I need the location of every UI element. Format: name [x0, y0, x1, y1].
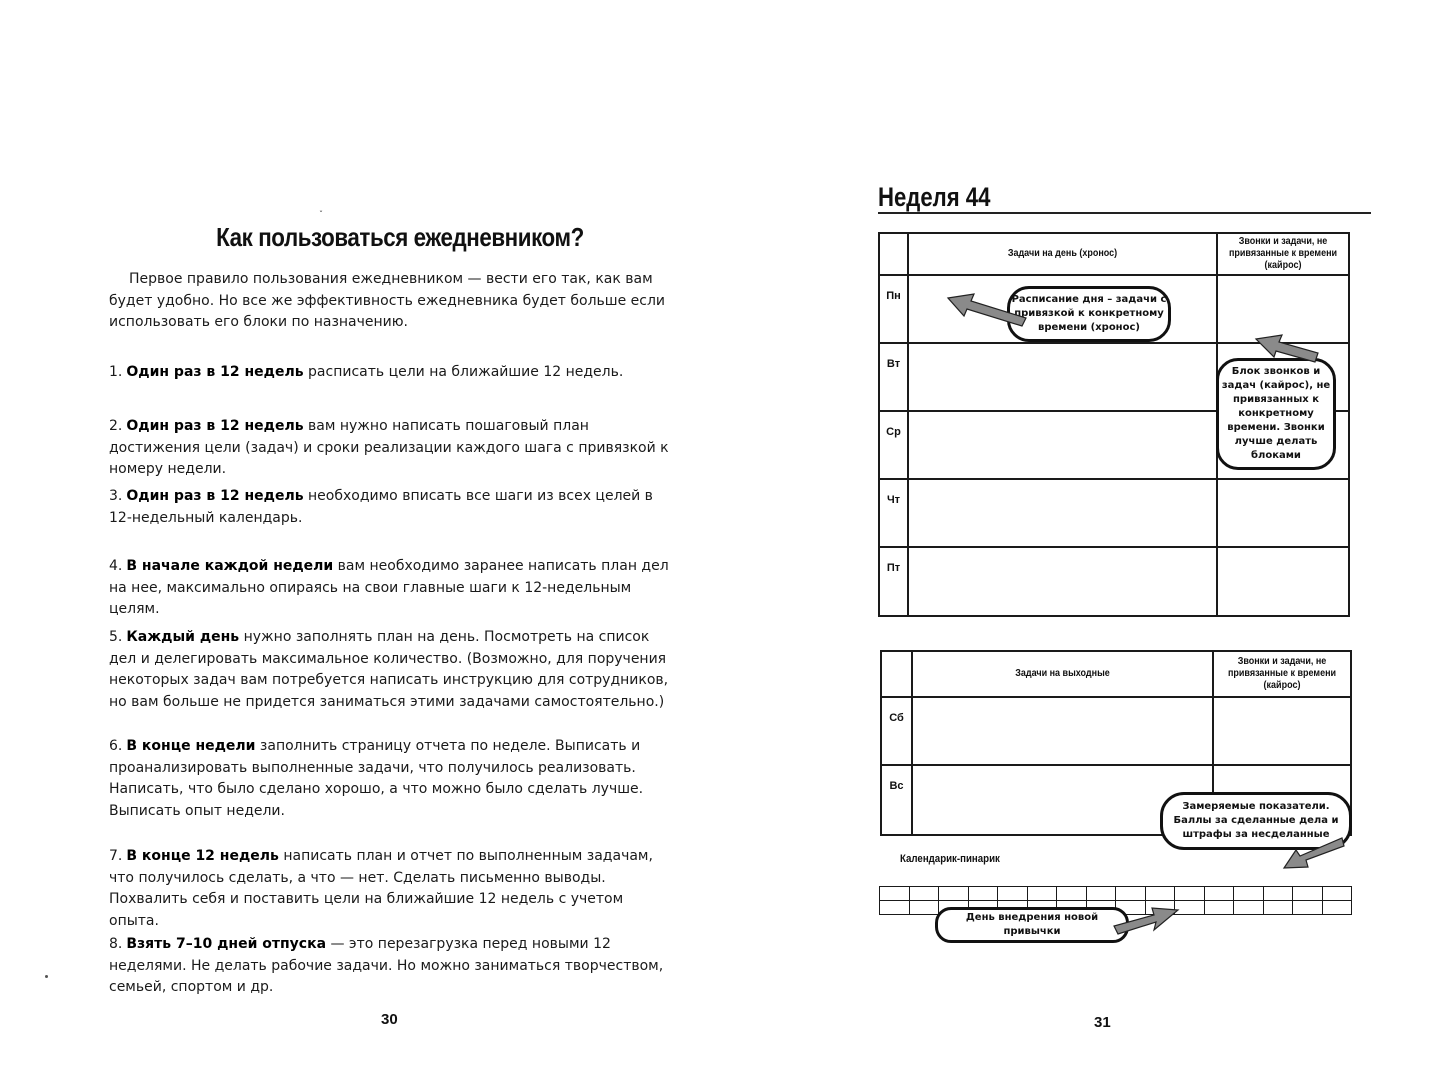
habit-cell[interactable]	[1234, 901, 1264, 915]
week-title: Неделя 44	[878, 182, 991, 212]
page-number: 30	[381, 1011, 398, 1028]
habit-cell[interactable]	[998, 887, 1028, 901]
callout-metrics: Замеряемые показатели. Баллы за сделанные дела и штрафы за несделанные	[1160, 792, 1352, 850]
column-header-calls: Звонки и задачи, не привязанные к времени (кайрос)	[1224, 233, 1343, 275]
column-header-calls: Звонки и задачи, не привязанные к времени (кайрос)	[1220, 651, 1344, 697]
arrow-left-icon	[944, 290, 1034, 330]
list-item: 3. Один раз в 12 недель необходимо вписать все шаги из всех целей в 12-недельный календарь.	[109, 488, 653, 526]
tasks-cell[interactable]	[912, 697, 1213, 765]
callout-kairos: Блок звонков и задач (кайрос), не привязанных к конкретному времени. Звонки лучше делать блоками	[1216, 358, 1336, 470]
day-label: Вт	[879, 343, 908, 411]
habit-cell[interactable]	[1263, 887, 1293, 901]
day-label: Ср	[879, 411, 908, 479]
corner-cell	[881, 651, 912, 697]
day-label: Вс	[881, 765, 912, 835]
print-mark: ˇ	[319, 210, 323, 219]
page-title: Как пользоваться ежедневником?	[216, 222, 584, 252]
right-page	[722, 0, 1444, 1080]
habit-cell[interactable]	[880, 887, 910, 901]
habit-cell[interactable]	[1234, 887, 1264, 901]
habit-cell[interactable]	[1057, 887, 1087, 901]
list-item: 4. В начале каждой недели вам необходимо заранее написать план дел на нее, максимально опираясь на свои главные шаги к 12-недельным целям.	[109, 558, 669, 617]
day-label: Пт	[879, 547, 908, 616]
calls-cell[interactable]	[1217, 479, 1349, 547]
intro-paragraph: Первое правило пользования ежедневником — вести его так, как вам будет удобно. Но все же эффективность ежедневника будет больше если использовать его блоки по назначению.	[109, 271, 666, 330]
calls-cell[interactable]	[1217, 547, 1349, 616]
day-label: Пн	[879, 275, 908, 343]
habit-cell[interactable]	[1293, 887, 1323, 901]
callout-habit: День внедрения новой привычки	[935, 907, 1129, 943]
habit-cell[interactable]	[1293, 901, 1323, 915]
list-item: 8. Взять 7–10 дней отпуска — это перезагрузка перед новыми 12 неделями. Не делать рабочие задачи. Но можно заниматься творчеством, семьей, спортом и др.	[109, 936, 664, 995]
tasks-cell[interactable]	[908, 411, 1217, 479]
habit-cell[interactable]	[939, 887, 969, 901]
list-item: 2. Один раз в 12 недель вам нужно написать пошаговый план достижения цели (задач) и сроки реализации каждого шага с привязкой к номеру недели.	[109, 418, 669, 477]
day-label: Чт	[879, 479, 908, 547]
arrow-up-right-icon	[1112, 904, 1182, 938]
habit-cell[interactable]	[1027, 887, 1057, 901]
callout-chronos: Расписание дня – задачи с привязкой к конкретному времени (хронос)	[1007, 286, 1171, 342]
habit-cell[interactable]	[880, 901, 910, 915]
tasks-cell[interactable]	[908, 479, 1217, 547]
habit-cell[interactable]	[1204, 901, 1234, 915]
list-item: 7. В конце 12 недель написать план и отчет по выполненным задачам, что получилось сделать, а что — нет. Сделать письменно выводы. Похвалить себя и поставить цели на ближайшие 12 недель с учетом опыта.	[109, 848, 653, 929]
list-item: 6. В конце недели заполнить страницу отчета по неделе. Выписать и проанализировать выполненные задачи, что получилось реализовать. Написать, что было сделано хорошо, а что можно было сделать лучше. Выписать опыт недели.	[109, 738, 644, 819]
arrow-down-left-icon	[1282, 834, 1346, 872]
habit-cell[interactable]	[1086, 887, 1116, 901]
habit-cell[interactable]	[909, 901, 939, 915]
habit-tracker-label: Календарик-пинарик	[900, 853, 1000, 865]
habit-cell[interactable]	[1204, 887, 1234, 901]
list-item: 1. Один раз в 12 недель расписать цели на ближайшие 12 недель.	[109, 364, 624, 380]
day-label: Сб	[881, 697, 912, 765]
habit-cell[interactable]	[1175, 887, 1205, 901]
title-underline	[878, 212, 1371, 214]
habit-cell[interactable]	[1116, 887, 1146, 901]
habit-cell[interactable]	[1263, 901, 1293, 915]
column-header-tasks: Задачи на выходные	[927, 651, 1198, 697]
habit-cell[interactable]	[1322, 887, 1352, 901]
arrow-up-left-icon	[1252, 333, 1322, 369]
calls-cell[interactable]	[1213, 697, 1351, 765]
habit-cell[interactable]	[909, 887, 939, 901]
habit-cell[interactable]	[968, 887, 998, 901]
list-item: 5. Каждый день нужно заполнять план на день. Посмотреть на список дел и делегировать максимальное количество. (Возможно, для поручения некоторых задач вам потребуется написать инструкцию для сотрудников, но вам больше не придется заниматься этими задачами самостоятельно.)	[109, 629, 669, 710]
page-number: 31	[1094, 1014, 1111, 1031]
habit-cell[interactable]	[1322, 901, 1352, 915]
print-speck	[45, 975, 48, 978]
column-header-tasks: Задачи на день (хронос)	[923, 233, 1201, 275]
tasks-cell[interactable]	[908, 547, 1217, 616]
habit-cell[interactable]	[1145, 887, 1175, 901]
corner-cell	[879, 233, 908, 275]
tasks-cell[interactable]	[908, 343, 1217, 411]
